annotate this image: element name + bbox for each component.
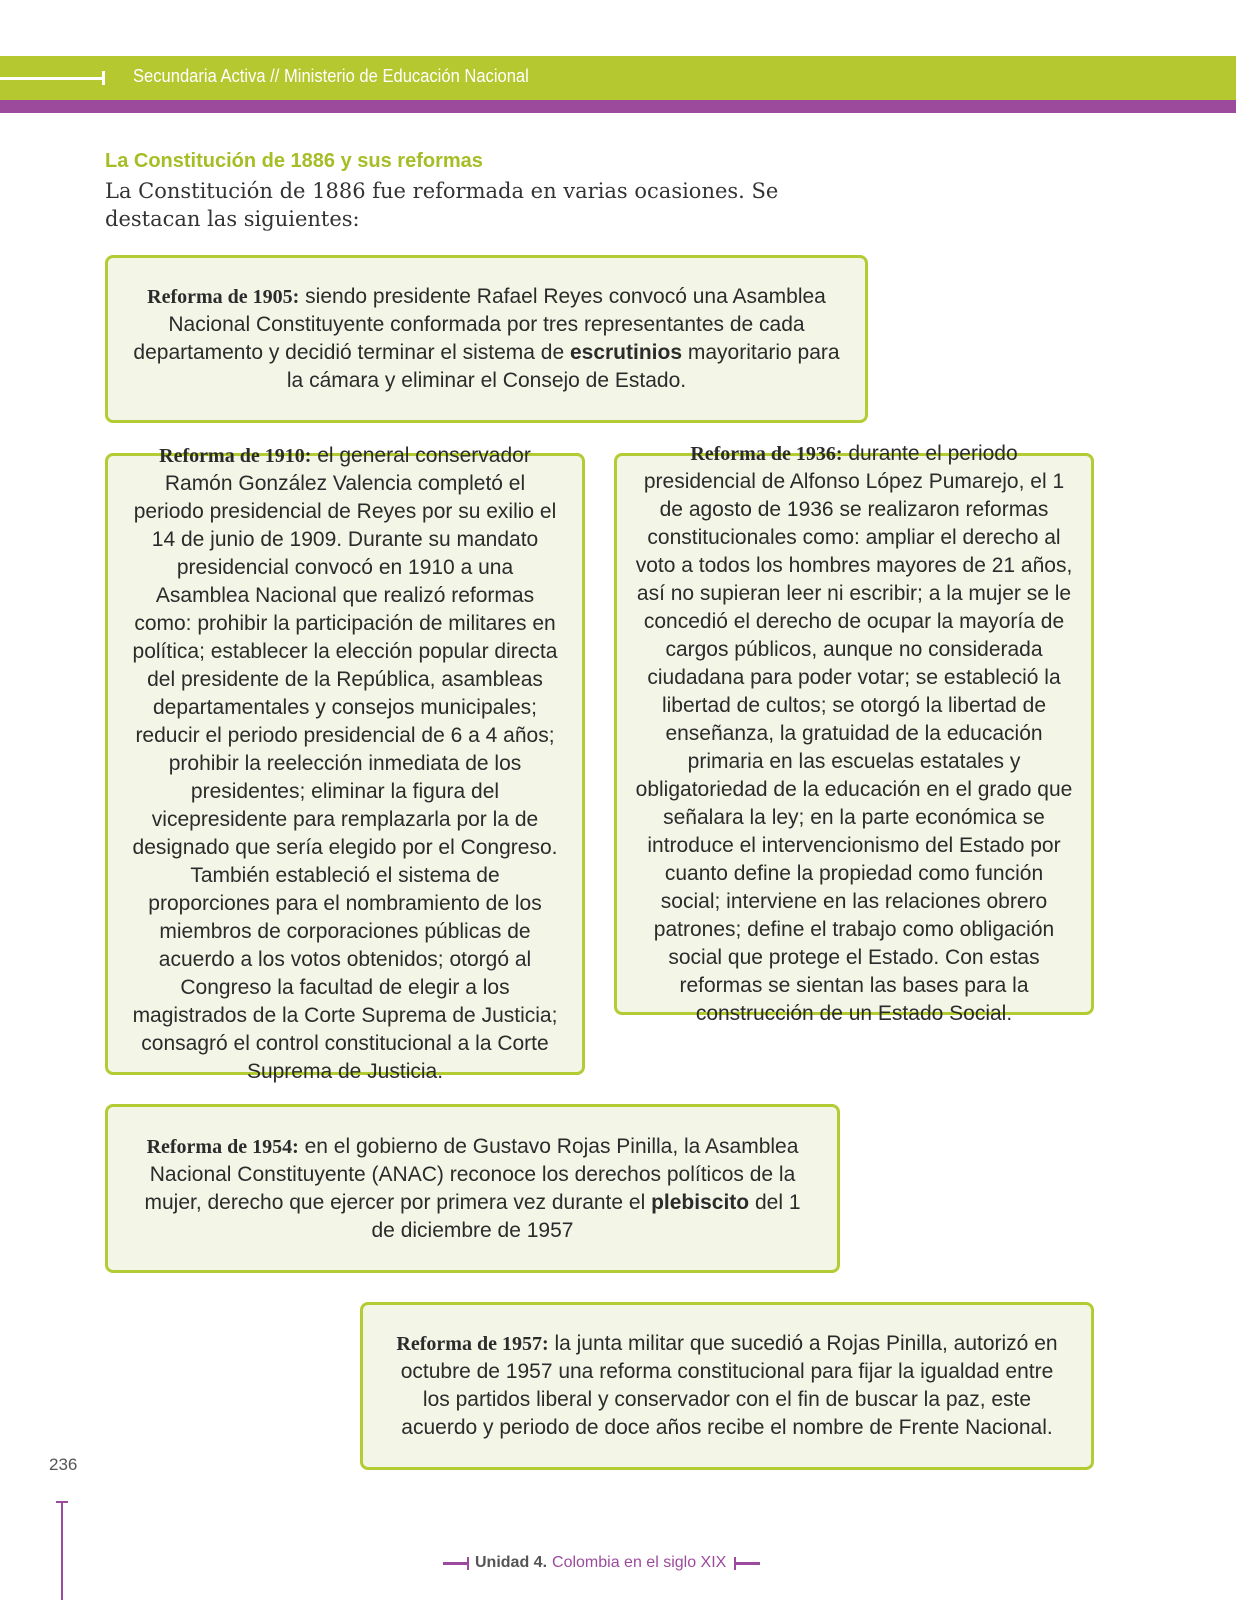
reform-1905-label: Reforma de 1905: — [147, 286, 300, 308]
section-intro: La Constitución de 1886 fue reformada en varias ocasiones. Se destacan las siguientes: — [105, 179, 779, 231]
reform-box-1936 — [614, 442, 1094, 1025]
footer-left-ornament — [443, 1562, 469, 1565]
reform-1905-text — [130, 283, 843, 395]
footer — [443, 1552, 760, 1574]
reform-1954-label: Reforma de 1954: — [146, 1135, 299, 1158]
footer-unit: Unidad 4. — [475, 1554, 548, 1571]
reform-1910-text — [132, 442, 558, 1086]
reform-1905-bold-term: escrutinios — [569, 341, 683, 364]
page-number: 236 — [49, 1455, 78, 1474]
reform-1910-body: el general conservador Ramón González Valencia completó el periodo presidencial de Reyes por su exilio el 14 de junio de 1909. Durante su mandato presidencial convocó en 1910 a una Asamblea Nacional que realizó reformas como: prohibir la participación de militares en política; establecer la elección popular directa del presidente de la República, asambleas departamentales y consejos municipales; reducir el periodo presidencial de 6 a 4 años; prohibir la reelección inmediata de los presidentes; eliminar la figura del vicepresidente para remplazarla por la de designado que sería elegido por el Congreso. También estableció el sistema de proporciones para el nombramiento de los miembros de corporaciones públicas de acuerdo a los votos obtenidos; otorgó al Congreso la facultad de elegir a los magistrados de la Corte Suprema de Justicia; consagró el control constitucional a la Corte Suprema de Justicia. — [132, 444, 558, 1083]
reform-1957-body: la junta militar que sucedió a Rojas Pinilla, autorizó en octubre de 1957 una reforma constitucional para fijar la igualdad entre los partidos liberal y conservador con el fin de buscar la paz, este acuerdo y periodo de doce años recibe el nombre de Frente Nacional. — [400, 1332, 1058, 1439]
reform-box-1905 — [105, 255, 868, 423]
reform-1936-body: durante el periodo presidencial de Alfonso López Pumarejo, el 1 de agosto de 1936 se realizaron reformas constitucionales como: ampliar el derecho al voto a todos los hombres mayores de 21 años, así no supieran leer ni escribir; a la mujer se le concedió el derecho de ocupar la mayoría de cargos públicos, aunque no considerada ciudadana para poder votar; se estableció la libertad de cultos; se otorgó la libertad de enseñanza, la gratuidad de la educación primaria en las escuelas estatales y obligatoriedad de la educación en el grado que señalara la ley; en la parte económica se introduce el intervencionismo del Estado por cuanto define la propiedad como función social; interviene en las relaciones obrero patrones; define el trabajo como obligación social que protege el Estado. Con estas reformas se sientan las bases para la construcción de un Estado Social. — [635, 442, 1073, 1025]
header-accent-stripe — [0, 100, 1236, 113]
reform-1954-body-a: en el gobierno de Gustavo Rojas Pinilla, la Asamblea Nacional Constituyente (ANAC) reconoce los derechos políticos de la mujer, derecho que ejercer por primera vez durante el — [144, 1134, 799, 1214]
reform-1910-label: Reforma de 1910: — [159, 445, 312, 467]
reform-1954-text — [130, 1133, 815, 1245]
footer-right-ornament — [734, 1562, 760, 1565]
header-decorative-tick — [102, 71, 105, 85]
reform-1905-body-a: siendo presidente Rafael Reyes convocó una Asamblea Nacional Constituyente conformada por tres representantes de cada departamento y decidió terminar el sistema de — [133, 285, 826, 364]
footer-unit-title: Colombia en el siglo XIX — [552, 1554, 727, 1571]
reform-1954-body-b: del 1 de diciembre de 1957 — [371, 1190, 801, 1242]
reform-1954-bold-term: plebiscito — [651, 1190, 750, 1214]
reform-1957-label: Reforma de 1957: — [396, 1333, 549, 1355]
section-title: La Constitución de 1886 y sus reformas — [105, 150, 483, 172]
header-decorative-line — [0, 77, 104, 80]
header-title: Secundaria Activa // Ministerio de Educación Nacional — [133, 66, 529, 86]
reform-box-1954 — [105, 1104, 840, 1273]
reform-box-1957 — [360, 1302, 1094, 1470]
margin-decorative-line — [61, 1502, 63, 1600]
reform-1936-label: Reforma de 1936: — [690, 443, 843, 465]
reform-1936-text — [635, 440, 1073, 1028]
reform-1957-text — [385, 1330, 1069, 1442]
reform-box-1910 — [105, 444, 585, 1083]
reform-1905-body-b: mayoritario para la cámara y eliminar el Consejo de Estado. — [286, 341, 840, 392]
